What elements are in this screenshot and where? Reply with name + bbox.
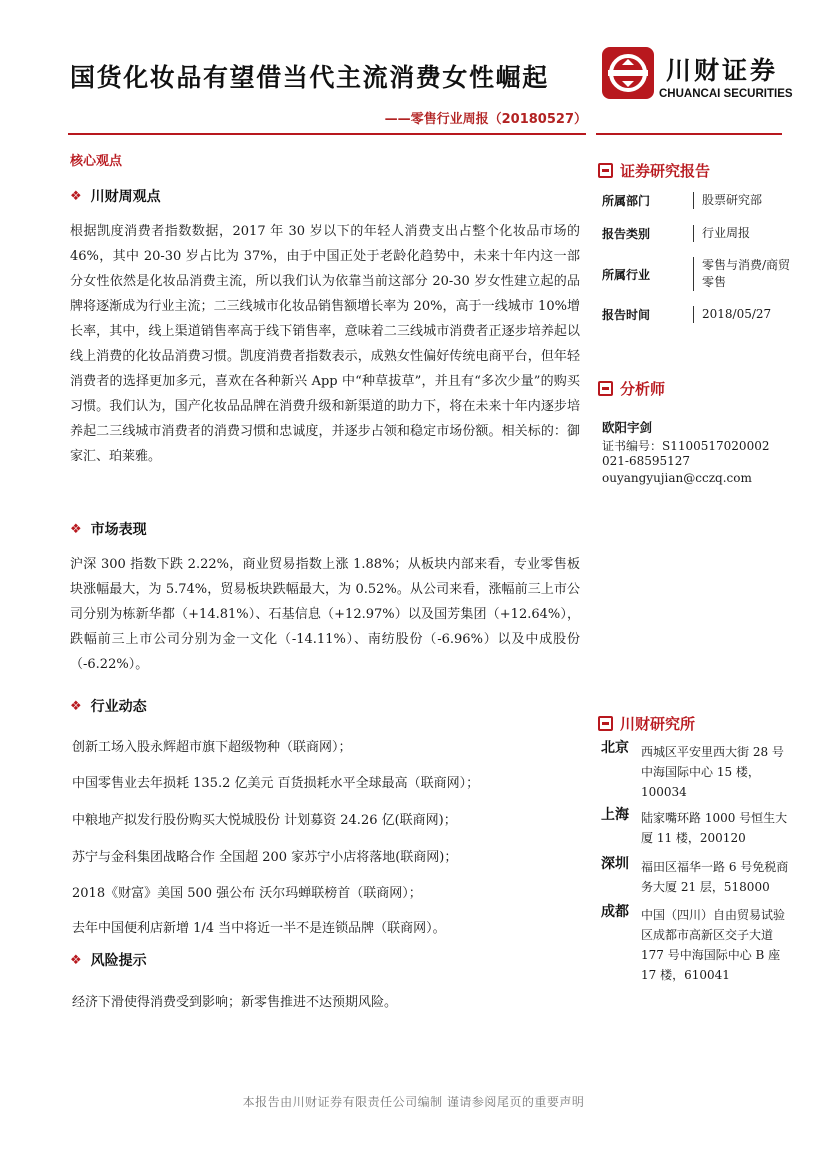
core-view-label: 核心观点 xyxy=(70,154,123,169)
logo-name-cn: 川财证券 xyxy=(666,56,779,85)
section-heading-industry xyxy=(70,696,147,716)
diamond-bullet-icon: ❖ xyxy=(70,952,82,968)
diamond-bullet-icon: ❖ xyxy=(70,698,82,714)
company-logo xyxy=(602,47,792,107)
report-subtitle: ——零售行业周报（20180527） xyxy=(384,112,587,127)
office-address: 福田区福华一路 6 号免税商务大厦 21 层，518000 xyxy=(641,860,789,894)
logo-mark-icon xyxy=(602,47,654,99)
logo-name-en: CHUANCAI SECURITIES xyxy=(659,88,793,100)
news-item: 创新工场入股永辉超市旗下超级物种（联商网）； xyxy=(72,740,352,755)
diamond-bullet-icon: ❖ xyxy=(70,188,82,204)
office-city: 成都 xyxy=(601,904,629,920)
footer-disclaimer: 本报告由川财证券有限责任公司编制 谨请参阅尾页的重要声明 xyxy=(242,1095,585,1109)
news-item: 中国零售业去年损耗 135.2 亿美元 百货损耗水平全球最高（联商网）； xyxy=(72,776,480,791)
sidebar-heading-institute: 川财研究所 xyxy=(598,713,695,734)
section-heading-risk xyxy=(70,950,147,970)
sidebar-divider xyxy=(596,133,782,135)
section-marker-icon xyxy=(598,381,613,396)
news-item: 中粮地产拟发行股份购买大悦城股份 计划募资 24.26 亿(联商网)； xyxy=(72,813,457,828)
view-paragraph: 根据凯度消费者指数数据，2017 年 30 岁以下的年轻人消费支出占整个化妆品市场的46%，其中 20-30 岁占比为 37%，由于中国正处于老龄化趋势中，未来十年内这一部分女性依然是化妆品消费主流，所以我们认为依靠当前这部分 20-30 岁女性建立起的品牌将逐渐成为行业主流；二三线城市化妆品销售额增长率为 20%，高于一线城市 10%增长率，其中，线上渠道销售率高于线下销售率，意味着二三线城市消费者正逐步培养起以线上消费的化妆品消费习惯。凯度消费者指数表示，成熟女性偏好传统电商平台，但年轻消费者的选择更加多元，喜欢在各种新兴 App 中“种草拔草”，并且有“多次少量”的购买习惯。我们认为，国产化妆品品牌在消费升级和新渠道的助力下，将在未来十年内逐步培养起二三线城市消费者的消费习惯和忠诚度，并逐步占领和稳定市场份额。相关标的：御家汇、珀莱雅。 xyxy=(70,224,580,464)
office-city: 上海 xyxy=(601,807,629,823)
sidebar-heading-report: 证券研究报告 xyxy=(598,160,710,181)
info-value-category: 行业周报 xyxy=(693,225,750,242)
info-value-industry: 零售与消费/商贸零售 xyxy=(693,257,793,291)
office-address: 西城区平安里西大街 28 号中海国际中心 15 楼，100034 xyxy=(641,745,784,799)
report-title: 国货化妆品有望借当代主流消费女性崛起 xyxy=(70,63,549,92)
info-label: 所属行业 xyxy=(602,268,651,282)
section-title: 风险提示 xyxy=(90,953,147,969)
diamond-bullet-icon: ❖ xyxy=(70,521,82,537)
office-address: 中国（四川）自由贸易试验区成都市高新区交子大道177 号中海国际中心 B 座 17 楼，610041 xyxy=(641,908,786,982)
section-title: 行业动态 xyxy=(90,699,147,715)
analyst-name: 欧阳宇剑 xyxy=(602,420,653,435)
sidebar-heading-analyst: 分析师 xyxy=(598,378,665,399)
info-value-date: 2018/05/27 xyxy=(693,306,771,323)
analyst-email[interactable]: ouyangyujian@cczq.com xyxy=(602,471,752,485)
section-title: 川财周观点 xyxy=(90,189,161,205)
news-item: 苏宁与金科集团战略合作 全国超 200 家苏宁小店将落地(联商网)； xyxy=(72,850,458,865)
office-city: 北京 xyxy=(601,740,629,756)
info-value-department: 股票研究部 xyxy=(693,192,762,209)
info-label: 报告类别 xyxy=(602,227,651,241)
header-divider xyxy=(68,133,586,135)
info-label: 报告时间 xyxy=(602,308,651,322)
section-heading-view xyxy=(70,186,161,206)
office-address: 陆家嘴环路 1000 号恒生大厦 11 楼，200120 xyxy=(641,811,788,845)
section-heading-market xyxy=(70,519,147,539)
market-paragraph: 沪深 300 指数下跌 2.22%，商业贸易指数上涨 1.88%；从板块内部来看，专业零售板块涨幅最大，为 5.74%，贸易板块跌幅最大，为 0.52%。从公司来看，涨幅前三上市公司分别为栋新华都（+14.81%）、石基信息（+12.97%）以及国芳集团（+12.64%），跌幅前三上市公司分别为金一文化（-14.11%）、南纺股份（-6.96%）以及中成股份（-6.22%）。 xyxy=(70,557,580,672)
section-title: 市场表现 xyxy=(90,522,147,538)
section-marker-icon xyxy=(598,716,613,731)
analyst-cert: 证书编号：S1100517020002 xyxy=(602,439,770,453)
info-label: 所属部门 xyxy=(602,194,651,208)
section-marker-icon xyxy=(598,163,613,178)
office-city: 深圳 xyxy=(601,856,629,872)
risk-paragraph: 经济下滑使得消费受到影响；新零售推进不达预期风险。 xyxy=(72,995,398,1010)
news-item: 2018《财富》美国 500 强公布 沃尔玛蝉联榜首（联商网）； xyxy=(72,886,422,901)
news-item: 去年中国便利店新增 1/4 当中将近一半不是连锁品牌（联商网）。 xyxy=(72,921,446,936)
analyst-phone: 021-68595127 xyxy=(602,454,691,468)
